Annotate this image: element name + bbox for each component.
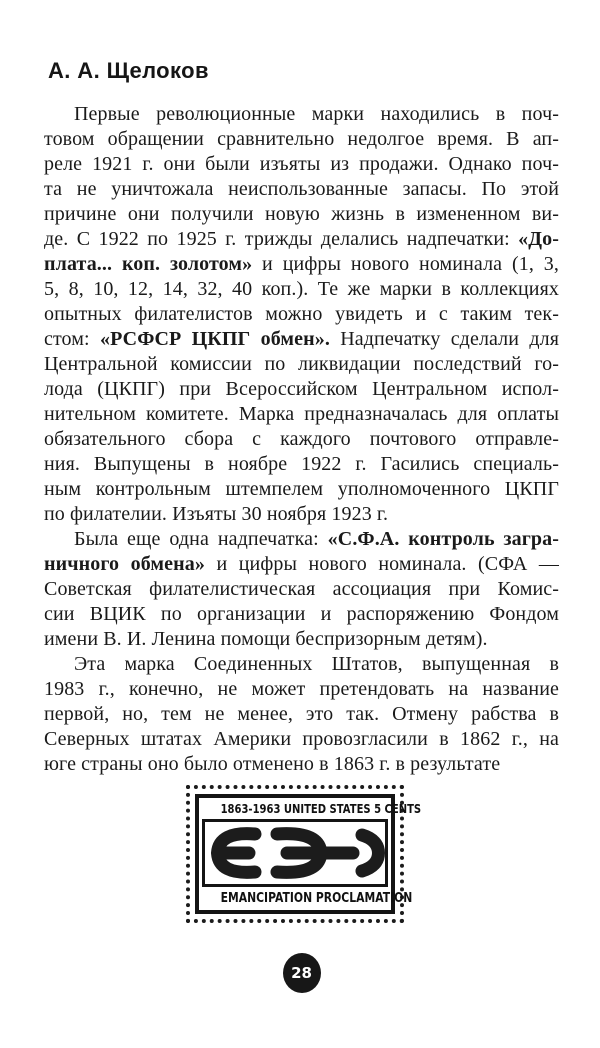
stamp-figure: [186, 785, 422, 923]
text-line: [44, 502, 559, 527]
stamp-perforation-border: [186, 785, 422, 923]
bold-run: «До-: [518, 228, 559, 250]
text-run: по филателии. Изъяты 30 ноября 1923 г.: [44, 503, 389, 525]
text-line: [44, 227, 559, 252]
text-line: [44, 252, 559, 277]
text-line: [44, 677, 559, 702]
text-run: 1983 г., конечно, не может претендовать на название: [44, 678, 559, 700]
text-line: [44, 302, 559, 327]
text-run: реле 1921 г. они были изъяты из продажи. Однако поч-: [44, 153, 559, 175]
text-line: [44, 552, 559, 577]
text-run: первой, но, тем не менее, это так. Отмену рабства в: [44, 703, 559, 725]
broken-chain-icon: [205, 822, 385, 884]
text-run: нительном комитете. Марка предназначалась для оплаты: [44, 403, 559, 425]
text-line: [44, 602, 559, 627]
text-run: ния. Выпущены в ноябре 1922 г. Гасились специаль-: [44, 453, 559, 475]
stamp-art-box: [202, 819, 388, 887]
text-run: Северных штатах Америки провозгласили в 1862 г., на: [44, 728, 559, 750]
text-run: Первые революционные марки находились в поч-: [74, 103, 559, 125]
text-line: [44, 702, 559, 727]
page-number-badge: [283, 953, 321, 993]
body-text: [44, 102, 559, 777]
text-run: и цифры нового номинала. (СФА —: [204, 553, 559, 575]
text-run: Советская филателистическая ассоциация при Комис-: [44, 578, 559, 600]
bold-run: плата... коп. золотом»: [44, 253, 253, 275]
text-run: сии ВЦИК по организации и распоряжению Фондом: [44, 603, 559, 625]
text-line: [44, 627, 559, 652]
text-line: [44, 177, 559, 202]
text-line: [44, 527, 559, 552]
text-line: [44, 727, 559, 752]
text-run: ным контрольным штемпелем уполномоченного ЦКПГ: [44, 478, 559, 500]
stamp-top-caption: 1863-1963 UNITED STATES 5 CENTS: [220, 801, 422, 816]
text-run: и цифры нового номинала (1, 3,: [252, 253, 559, 275]
stamp-frame: [195, 794, 422, 914]
text-run: обязательного сбора с каждого почтового отправле-: [44, 428, 559, 450]
text-line: [44, 327, 559, 352]
text-run: опытных филателистов можно увидеть и с таким тек-: [44, 303, 559, 325]
text-line: [44, 577, 559, 602]
text-run: Центральной комиссии по ликвидации последствий го-: [44, 353, 559, 375]
text-line: [44, 752, 559, 777]
page-number: 28: [291, 964, 312, 982]
text-line: [44, 452, 559, 477]
text-run: юге страны оно было отменено в 1863 г. в результате: [44, 753, 501, 775]
text-line: [44, 352, 559, 377]
text-run: Эта марка Соединенных Штатов, выпущенная в: [74, 653, 559, 675]
text-line: [44, 127, 559, 152]
bold-run: «С.Ф.А. контроль загра-: [327, 528, 559, 550]
text-run: та не уничтожала неиспользованные запасы. По этой: [44, 178, 559, 200]
text-line: [44, 477, 559, 502]
text-line: [44, 377, 559, 402]
text-line: [44, 152, 559, 177]
text-run: имени В. И. Ленина помощи беспризорным детям).: [44, 628, 488, 650]
text-run: лода (ЦКПГ) при Всероссийском Центральном испол-: [44, 378, 559, 400]
text-run: Была еще одна надпечатка:: [74, 528, 328, 550]
text-line: [44, 402, 559, 427]
text-run: 5, 8, 10, 12, 14, 32, 40 коп.). Те же марки в коллекциях: [44, 278, 559, 300]
text-line: [44, 102, 559, 127]
bold-run: ничного обмена»: [44, 553, 205, 575]
text-run: причине они получили новую жизнь в измененном ви-: [44, 203, 559, 225]
bold-run: «РСФСР ЦКПГ обмен».: [99, 328, 330, 350]
text-run: товом обращении сравнительно недолгое время. В ап-: [44, 128, 559, 150]
author-header: А. А. Щелоков: [48, 58, 209, 83]
stamp-bottom-caption: EMANCIPATION PROCLAMATION: [220, 890, 413, 906]
text-run: де. С 1922 по 1925 г. трижды делались надпечатки:: [44, 228, 519, 250]
text-line: [44, 202, 559, 227]
text-run: Надпечатку сделали для: [329, 328, 559, 350]
text-line: [44, 427, 559, 452]
text-line: [44, 652, 559, 677]
text-run: стом:: [44, 328, 100, 350]
text-line: [44, 277, 559, 302]
